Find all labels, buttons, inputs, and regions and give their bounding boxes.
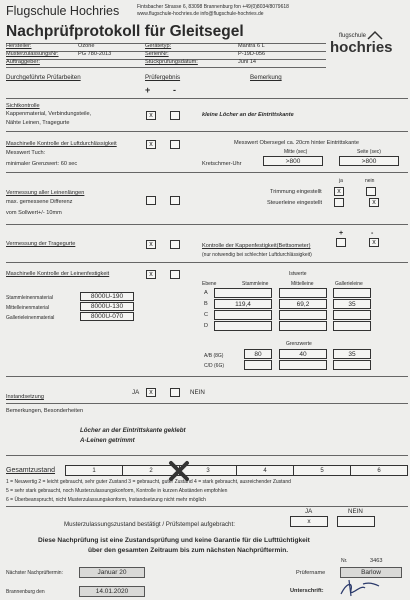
festigkeit-plus-checkbox[interactable]: x [146, 270, 156, 279]
logo-small-text: flugschule [339, 33, 367, 39]
ebene-a-label: A [204, 290, 208, 296]
divider [6, 131, 408, 132]
luftdurch-instrument: Kretschmer-Uhr [202, 161, 242, 167]
bemerkung-line2: A-Leinen getrimmt [80, 437, 135, 444]
sichtkontrolle-line1: Kappenmaterial, Verbindungsteile, [6, 111, 92, 117]
grade-legend-1: 1 = Neuwertig 2 = leicht gebraucht, sehr guter Zustand 3 = gebraucht, guter Zustand 4 = stark gebraucht, ausreichender Zustand [6, 479, 291, 485]
seite-label: Seite (sec) [357, 149, 381, 155]
sichtkontrolle-minus-checkbox[interactable] [170, 111, 180, 120]
stueckpruefung-label: Stückprüfungsdatum: [145, 59, 198, 65]
ebene-c-label: C [204, 312, 209, 318]
divider [6, 376, 408, 377]
instandsetzung-nein-label: NEIN [190, 389, 205, 396]
bemerkungen-title: Bemerkungen, Besonderheiten [6, 408, 84, 414]
ebene-b-label: B [204, 301, 208, 307]
grade-5[interactable]: 5 [294, 466, 351, 475]
steuer-ja-checkbox[interactable] [334, 198, 344, 207]
nr-label: Nr. [341, 558, 348, 564]
leinen-title: Vermessung aller Leinenlängen [6, 190, 85, 196]
tragegurte-title: Vermessung der Tragegurte [6, 241, 76, 247]
bestaetigung-ja-box[interactable]: x [290, 516, 328, 527]
kappe-note: (nur notwendig bei schlechter Luftdurchlässigkeit) [202, 252, 312, 258]
kappe-plus-header: + [339, 230, 344, 237]
sichtkontrolle-remark: kleine Löcher an der Eintrittskante [202, 112, 294, 118]
grade-legend-2: 5 = sehr stark gebraucht, noch Musterzulassungskonform, Kontrolle in kurzen Abständen empfohlen [6, 488, 228, 494]
luftdurch-oberseite: Messwert Obersegel ca. 20cm hinter Eintrittskante [234, 140, 359, 146]
stueckpruefung-value: Juni 14 [238, 59, 257, 65]
divider [6, 224, 408, 225]
document-title: Nachprüfprotokoll für Gleitsegel [6, 23, 244, 40]
trimm-label: Trimmung eingestellt [270, 189, 322, 195]
ebene-c-mittel[interactable] [279, 310, 327, 320]
plus-header: + [145, 85, 151, 95]
kappe-plus-checkbox[interactable] [336, 238, 346, 247]
bemerkung-line1: Löcher an der Eintrittskante geklebt [80, 427, 186, 434]
bestaetigung-label: Musterzulassungszustand bestätigt / Prüfstempel aufgebracht: [64, 521, 235, 528]
mittel-material-value[interactable]: 8000U-130 [80, 302, 134, 311]
ebene-a-stamm[interactable] [214, 288, 272, 298]
ab-gallerie[interactable]: 35 [333, 349, 371, 359]
ebene-d-stamm[interactable] [214, 321, 272, 331]
column-bemerkung: Bemerkung [250, 74, 282, 81]
column-pruefarbeiten: Durchgeführte Prüfarbeiten [6, 74, 81, 81]
mitte-label: Mitte (sec) [284, 149, 308, 155]
kappe-minus-checkbox[interactable]: x [369, 238, 379, 247]
mittel-material-label: Mittelleinenmaterial [6, 305, 50, 311]
festigkeit-minus-checkbox[interactable] [170, 270, 180, 279]
ebene-c-gallerie[interactable] [333, 310, 371, 320]
nr-value: 3463 [370, 558, 383, 564]
ab-stamm[interactable]: 80 [244, 349, 272, 359]
company-address: Fintsbacher Strasse 6, 83098 Brannenburg fon +49(0)8034/8079618 [137, 4, 289, 10]
steuer-label: Steuerleine eingestellt [267, 200, 323, 206]
seite-value[interactable]: >800 [339, 156, 399, 166]
instandsetzung-title: Instandsetzung [6, 394, 44, 400]
grade-1[interactable]: 1 [66, 466, 123, 475]
stammleine-header: Stammleine [242, 281, 269, 287]
ab-label: A/B (8G) [204, 353, 224, 359]
divider [6, 455, 408, 456]
column-ergebnis: Prüfergebnis [145, 74, 181, 81]
naechster-value[interactable]: Januar 20 [79, 567, 145, 578]
naechster-label: Nächster Nachprüftermin: [6, 570, 63, 576]
divider [6, 403, 408, 404]
ebene-a-mittel[interactable] [279, 288, 327, 298]
sichtkontrolle-title: Sichtkontrolle [6, 103, 40, 109]
seriennr-label: SerienNr: [145, 51, 169, 57]
ebene-b-gallerie[interactable]: 35 [333, 299, 371, 309]
geraetetyp-label: Gerätetyp: [145, 43, 172, 49]
hersteller-label: Hersteller: [6, 43, 32, 49]
leinen-line1: max. gemessene Differenz [6, 199, 73, 205]
luftdurch-minus-checkbox[interactable] [170, 140, 180, 149]
ebene-b-mittel[interactable]: 69,2 [279, 299, 327, 309]
grade-6[interactable]: 6 [351, 466, 407, 475]
ebene-c-stamm[interactable] [214, 310, 272, 320]
company-web: www.flugschule-hochries.de info@flugschule-hochries.de [137, 11, 264, 17]
ebene-d-label: D [204, 323, 209, 329]
leinen-plus-checkbox[interactable] [146, 196, 156, 205]
ort-label: Brannenburg den [6, 589, 45, 595]
musterzulassung-value: PG 780-2013 [78, 51, 112, 57]
leinen-ja-header: ja [339, 178, 343, 184]
grade-4[interactable]: 4 [237, 466, 294, 475]
seriennr-value: P-19D-056 [238, 51, 266, 57]
stamm-material-label: Stammleinenmaterial [6, 295, 53, 301]
unterschrift-label: Unterschrift: [290, 588, 324, 594]
divider [6, 172, 408, 173]
stamm-material-value[interactable]: 8000U-190 [80, 292, 134, 301]
divider [6, 98, 408, 99]
luftdurch-tuch: Messwert Tuch: [6, 150, 46, 156]
gesamtzustand-title: Gesamtzustand [6, 467, 56, 474]
bestaetigung-nein-label: NEIN [348, 508, 363, 515]
gallerieleine-header: Gallerieleine [335, 281, 363, 287]
pruefer-value[interactable]: Barlow [340, 567, 402, 578]
gallerie-material-value[interactable]: 8000U-070 [80, 312, 134, 321]
leinen-nein-header: nein [365, 178, 375, 184]
cd-mittel[interactable] [279, 360, 327, 370]
grenzwerte-label: Grenzwerte [286, 341, 312, 347]
instandsetzung-ja-checkbox[interactable]: x [146, 388, 156, 397]
tragegurte-plus-checkbox[interactable]: x [146, 240, 156, 249]
tragegurte-minus-checkbox[interactable] [170, 240, 180, 249]
ort-value[interactable]: 14.01.2020 [79, 586, 145, 597]
cd-gallerie[interactable] [333, 360, 371, 370]
pruefer-label: Prüfername [296, 570, 326, 576]
company-name: Flugschule Hochries [6, 4, 120, 18]
geraetetyp-value: Mantra 6 L [238, 43, 265, 49]
mitte-value[interactable]: >800 [263, 156, 323, 166]
festigkeit-title: Maschinelle Kontrolle der Leinenfestigkeit [6, 271, 110, 277]
gesamtzustand-scale [65, 465, 408, 476]
luftdurch-title: Maschinelle Kontrolle der Luftdurchlässigkeit [6, 141, 117, 147]
cd-stamm[interactable] [244, 360, 272, 370]
grade-legend-3: 6 = Überbeansprucht, nicht Musterzulassungskonform, Instandsetzung nicht mehr möglich [6, 497, 206, 503]
ebene-header: Ebene [202, 281, 217, 287]
mittelleine-header: Mittelleine [291, 281, 314, 287]
ebene-d-mittel[interactable] [279, 321, 327, 331]
ebene-b-stamm[interactable]: 119,4 [214, 299, 272, 309]
trimm-nein-checkbox[interactable] [366, 187, 376, 196]
instandsetzung-nein-checkbox[interactable] [170, 388, 180, 397]
gallerie-material-label: Gallerieleinenmaterial [6, 315, 55, 321]
signature-icon [335, 578, 385, 598]
sichtkontrolle-line2: Nähte Leinen, Tragegurte [6, 120, 70, 126]
cd-label: C/D (6G) [204, 363, 224, 369]
luftdurch-plus-checkbox[interactable]: x [146, 140, 156, 149]
grade-2[interactable]: 2 [123, 466, 180, 475]
grade-3[interactable]: 3 [180, 466, 237, 475]
divider [6, 506, 408, 507]
auftraggeber-label: Auftraggeber: [6, 59, 40, 65]
bestaetigung-ja-label: JA [305, 508, 313, 515]
divider [6, 67, 326, 68]
disclaimer-line2: über den gesamten Zeitraum bis zum nächsten Nachprüftermin. [88, 547, 289, 554]
ebene-d-gallerie[interactable] [333, 321, 371, 331]
minus-header: - [173, 85, 176, 95]
divider [6, 262, 408, 263]
hersteller-value: Ozone [78, 43, 95, 49]
bestaetigung-nein-box[interactable] [337, 516, 375, 527]
musterzulassung-label: MusterzulassungsNr: [6, 51, 59, 57]
steuer-nein-checkbox[interactable]: x [369, 198, 379, 207]
trimm-ja-checkbox[interactable]: x [334, 187, 344, 196]
leinen-minus-checkbox[interactable] [170, 196, 180, 205]
logo-text: hochries [330, 39, 393, 56]
leinen-line2: vom Sollwert+/- 10mm [6, 210, 62, 216]
instandsetzung-ja-label: JA [132, 389, 140, 396]
ab-mittel[interactable]: 40 [279, 349, 327, 359]
istwerte-label: Istwerte [289, 271, 307, 277]
ebene-a-gallerie[interactable] [333, 288, 371, 298]
logo-mountain-icon [367, 30, 383, 40]
disclaimer-line1: Diese Nachprüfung ist eine Zustandsprüfung und keine Garantie für die Lufttüchtigkeit [38, 537, 310, 544]
kappe-title: Kontrolle der Kappenfestigkeit(Bettsometer) [202, 243, 311, 249]
kappe-minus-header: - [371, 230, 374, 237]
luftdurch-grenz: minimaler Grenzwert: 60 sec [6, 161, 78, 167]
sichtkontrolle-plus-checkbox[interactable]: x [146, 111, 156, 120]
